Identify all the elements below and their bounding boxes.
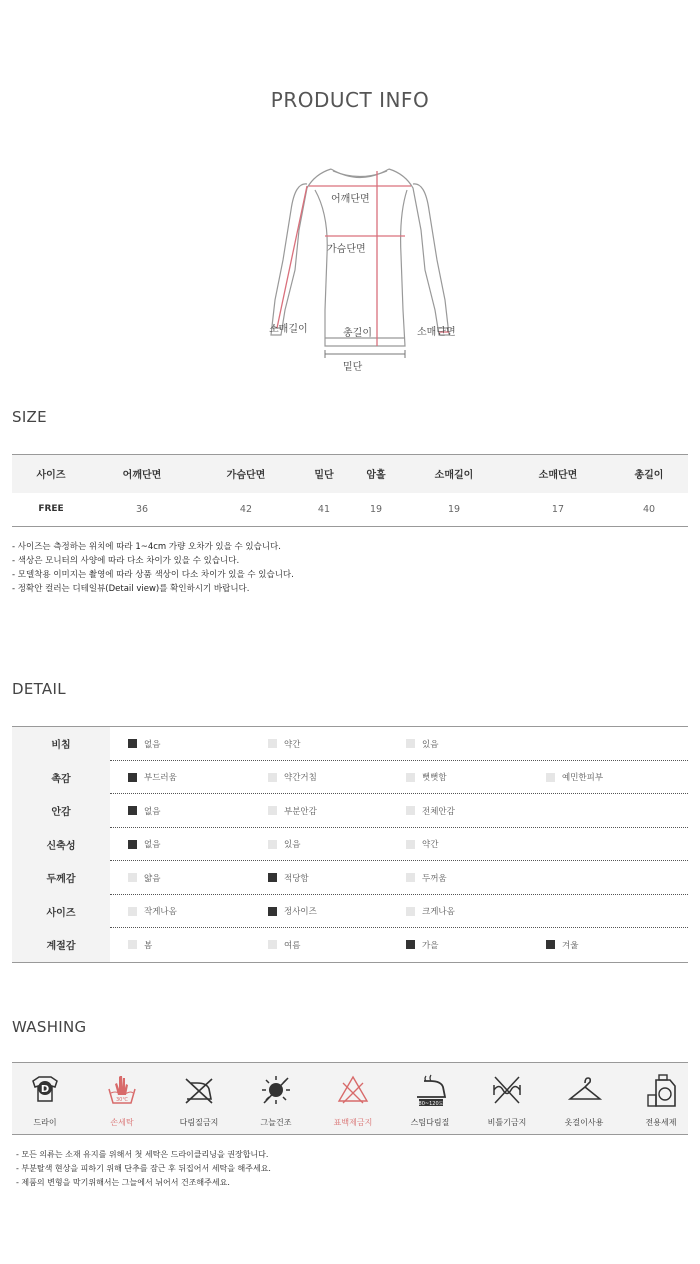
detail-option xyxy=(268,861,309,895)
unchecked-box-icon xyxy=(268,739,277,748)
detail-option-label: 약간 xyxy=(284,739,301,750)
page-title: PRODUCT INFO xyxy=(270,88,430,112)
size-cell: FREE xyxy=(12,493,90,527)
size-note: - 사이즈는 측정하는 위치에 따라 1~4cm 가량 오차가 있을 수 있습니다. xyxy=(12,542,281,552)
checked-box-icon xyxy=(406,940,415,949)
checked-box-icon xyxy=(128,773,137,782)
detail-option-label: 약간거침 xyxy=(284,773,317,784)
size-header-cell: 가슴단면 xyxy=(194,455,298,493)
no-wring-icon xyxy=(491,1073,523,1107)
detail-row xyxy=(12,928,688,962)
detail-option xyxy=(128,761,177,795)
detail-option-label: 없음 xyxy=(144,739,161,750)
wash-item xyxy=(246,1063,306,1136)
size-header-cell: 암홀 xyxy=(350,455,402,493)
detail-row xyxy=(12,761,688,795)
unchecked-box-icon xyxy=(268,773,277,782)
detail-option xyxy=(128,794,160,828)
size-cell: 42 xyxy=(194,493,298,527)
washing-note: - 제품의 변형을 막기위해서는 그늘에서 뉘어서 건조해주세요. xyxy=(16,1178,230,1187)
detail-option xyxy=(128,861,160,895)
no-bleach-icon xyxy=(337,1073,369,1107)
size-cell: 40 xyxy=(610,493,688,527)
detail-option-label: 부분안감 xyxy=(284,806,317,817)
detail-option-label: 여름 xyxy=(284,940,301,951)
detail-option-label: 전체안감 xyxy=(422,806,455,817)
wash-item xyxy=(477,1063,537,1136)
detail-option-label: 겨울 xyxy=(562,940,579,951)
detail-option-label: 크게나옴 xyxy=(422,907,455,918)
detail-option-label: 부드러움 xyxy=(144,773,177,784)
detail-option-label: 봄 xyxy=(144,940,153,951)
label-hem: 밑단 xyxy=(343,362,363,373)
detail-option-label: 얇음 xyxy=(144,873,161,884)
hand-wash-temp: 30℃ xyxy=(116,1097,128,1103)
wash-item xyxy=(631,1063,691,1136)
size-cell: 19 xyxy=(402,493,506,527)
detail-option xyxy=(268,727,300,761)
unchecked-box-icon xyxy=(406,840,415,849)
detail-row xyxy=(12,828,688,862)
shade-dry-icon xyxy=(260,1073,292,1107)
size-header-cell: 소매단면 xyxy=(506,455,610,493)
size-note: - 정확안 컬러는 디테일뷰(Detail view)를 확인하시기 바랍니다. xyxy=(12,584,250,594)
hanger-icon xyxy=(568,1073,602,1107)
wash-item xyxy=(92,1063,152,1136)
size-cell: 36 xyxy=(90,493,194,527)
dry-badge: D xyxy=(40,1084,50,1095)
dry-clean-icon xyxy=(29,1073,61,1107)
unchecked-box-icon xyxy=(268,806,277,815)
detail-option xyxy=(268,761,317,795)
washing-note: - 모든 의류는 소재 유지를 위해서 첫 세탁은 드라이클리닝을 권장합니다. xyxy=(16,1150,269,1159)
washing-notes xyxy=(16,1148,271,1190)
detail-row-label: 안감 xyxy=(12,794,110,828)
detail-option-label: 정사이즈 xyxy=(284,907,317,918)
detail-row xyxy=(12,895,688,929)
steam-iron-icon xyxy=(414,1073,448,1109)
size-notes xyxy=(12,540,294,596)
wash-label: 옷걸이사용 xyxy=(564,1118,604,1127)
unchecked-box-icon xyxy=(406,773,415,782)
size-header-cell: 어깨단면 xyxy=(90,455,194,493)
wash-item xyxy=(554,1063,614,1136)
size-header-cell: 밑단 xyxy=(298,455,350,493)
unchecked-box-icon xyxy=(128,907,137,916)
checked-box-icon xyxy=(546,940,555,949)
wash-label: 드라이 xyxy=(33,1118,57,1127)
detail-option xyxy=(128,828,160,862)
detail-option xyxy=(406,928,438,962)
wash-item xyxy=(323,1063,383,1136)
size-cell: 19 xyxy=(350,493,402,527)
size-note: - 모델착용 이미지는 촬영에 따라 상품 색상이 다소 차이가 있을 수 있습니다. xyxy=(12,570,294,580)
detail-row-label: 계절감 xyxy=(12,928,110,962)
wash-label: 전용세제 xyxy=(645,1118,677,1127)
detail-option-label: 약간 xyxy=(422,840,439,851)
detail-row-label: 사이즈 xyxy=(12,895,110,929)
detail-option-label: 뻣뻣함 xyxy=(422,773,447,784)
detail-row xyxy=(12,861,688,895)
unchecked-box-icon xyxy=(546,773,555,782)
wash-label: 손세탁 xyxy=(110,1118,134,1127)
washing-note: - 부분탈색 현상을 피하기 위해 단추를 잠근 후 뒤집어서 세탁을 해주세요. xyxy=(16,1164,271,1173)
size-section-title: SIZE xyxy=(12,408,47,426)
detail-row xyxy=(12,794,688,828)
unchecked-box-icon xyxy=(128,873,137,882)
detail-option xyxy=(128,895,177,929)
detail-row-label: 두께감 xyxy=(12,861,110,895)
iron-temp: 80~120도 xyxy=(418,1101,444,1107)
wash-item xyxy=(169,1063,229,1136)
detail-row-label: 비침 xyxy=(12,727,110,761)
detail-option xyxy=(268,828,300,862)
detail-option-label: 예민한피부 xyxy=(562,773,604,784)
detail-row-label: 신축성 xyxy=(12,828,110,862)
detail-option xyxy=(406,761,447,795)
wash-label: 스팀다림질 xyxy=(410,1118,450,1127)
unchecked-box-icon xyxy=(406,873,415,882)
checked-box-icon xyxy=(128,840,137,849)
detail-option xyxy=(546,761,603,795)
checked-box-icon xyxy=(268,873,277,882)
size-header-cell: 총길이 xyxy=(610,455,688,493)
label-sleeve-length: 소매길이 xyxy=(269,324,308,335)
detergent-icon xyxy=(645,1073,679,1109)
unchecked-box-icon xyxy=(268,940,277,949)
unchecked-box-icon xyxy=(128,940,137,949)
detail-option xyxy=(406,895,455,929)
detail-row-label: 촉감 xyxy=(12,761,110,795)
detail-option-label: 있음 xyxy=(284,840,301,851)
wash-item xyxy=(400,1063,460,1136)
unchecked-box-icon xyxy=(406,806,415,815)
wash-label: 비틀기금지 xyxy=(487,1118,527,1127)
size-table xyxy=(12,454,688,527)
unchecked-box-icon xyxy=(268,840,277,849)
wash-label: 그늘건조 xyxy=(260,1118,292,1127)
washing-panel xyxy=(12,1062,688,1135)
detail-option-label: 작게나옴 xyxy=(144,907,177,918)
wash-item xyxy=(15,1063,75,1136)
detail-option xyxy=(128,727,160,761)
wash-label: 표백제금지 xyxy=(333,1118,373,1127)
no-iron-icon xyxy=(183,1073,215,1107)
detail-option-label: 적당함 xyxy=(284,873,309,884)
size-cell: 41 xyxy=(298,493,350,527)
label-chest: 가슴단면 xyxy=(327,244,366,255)
label-total-length: 총길이 xyxy=(343,328,372,339)
label-shoulder: 어깨단면 xyxy=(331,194,370,205)
detail-option xyxy=(406,794,455,828)
table-row xyxy=(12,493,688,527)
detail-option-label: 없음 xyxy=(144,840,161,851)
detail-option xyxy=(546,928,578,962)
detail-option xyxy=(268,928,300,962)
detail-option-label: 있음 xyxy=(422,739,439,750)
checked-box-icon xyxy=(268,907,277,916)
detail-option-label: 두꺼움 xyxy=(422,873,447,884)
detail-row xyxy=(12,727,688,761)
checked-box-icon xyxy=(128,739,137,748)
detail-option-label: 가을 xyxy=(422,940,439,951)
detail-section-title: DETAIL xyxy=(12,680,66,698)
checked-box-icon xyxy=(128,806,137,815)
size-header-cell: 소매길이 xyxy=(402,455,506,493)
size-header-cell: 사이즈 xyxy=(12,455,90,493)
detail-option xyxy=(128,928,152,962)
detail-option xyxy=(406,727,438,761)
hand-wash-icon xyxy=(106,1073,138,1107)
size-note: - 색상은 모니터의 사양에 따라 다소 차이가 있을 수 있습니다. xyxy=(12,556,240,566)
wash-label: 다림질금지 xyxy=(179,1118,219,1127)
unchecked-box-icon xyxy=(406,739,415,748)
unchecked-box-icon xyxy=(406,907,415,916)
detail-option xyxy=(406,828,438,862)
garment-diagram xyxy=(255,160,465,375)
detail-option xyxy=(268,794,317,828)
washing-section-title: WASHING xyxy=(12,1018,87,1036)
label-cuff: 소매단면 xyxy=(417,327,456,338)
detail-option-label: 없음 xyxy=(144,806,161,817)
size-cell: 17 xyxy=(506,493,610,527)
detail-option xyxy=(268,895,317,929)
detail-option xyxy=(406,861,447,895)
detail-table xyxy=(12,726,688,963)
size-table-header xyxy=(12,455,688,493)
